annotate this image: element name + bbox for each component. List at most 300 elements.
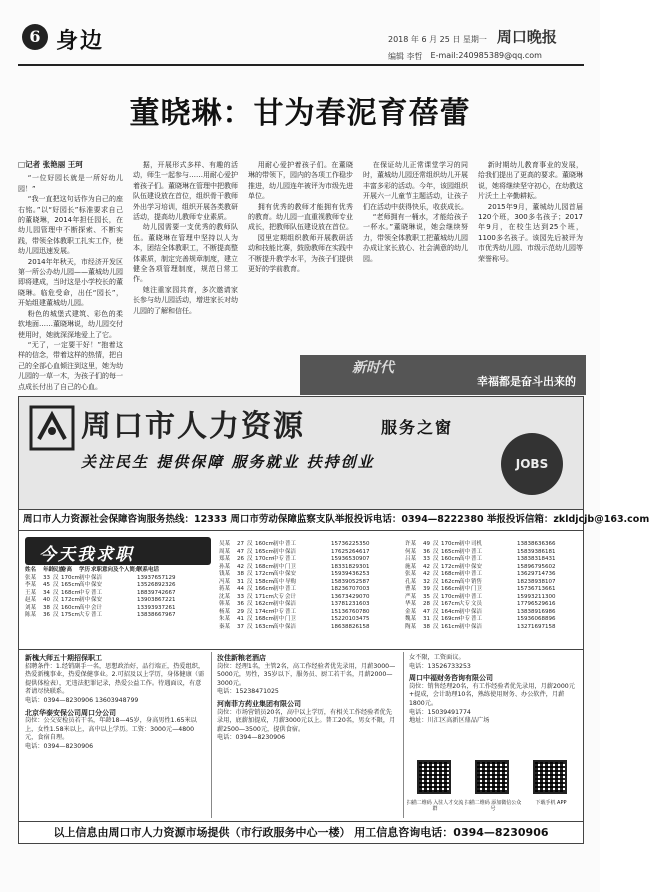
paragraph: 粉色的城堡式建筑、彩色的柔软地面……董晓琳说，幼儿园交付使用时，她就深深地爱上了它。 [18, 309, 123, 339]
table-cell: 汉 [247, 616, 253, 622]
ad-header [19, 397, 583, 509]
table-cell: 汉 [433, 571, 439, 577]
section-title: 身边 [56, 28, 105, 54]
table-cell: 汉 [433, 623, 439, 630]
table-cell: 163cm [255, 623, 274, 630]
table-cell: 吴某 [219, 541, 231, 547]
table-cell: 汉 [433, 601, 439, 607]
table-cell: 47 [237, 548, 244, 555]
table-cell: 汉 [433, 608, 439, 615]
editor-email: E-mail:240985389@qq.com [430, 51, 542, 60]
table-cell: 初中 [273, 601, 285, 607]
table-cell: 13838636366 [517, 541, 556, 547]
table-cell: 174cm [255, 608, 274, 615]
table-cell: 162cm [441, 578, 460, 585]
ad-footer: 以上信息由周口市人力资源市场提供（市行政服务中心一楼） 用工信息咨询电话：0394—8230906 [19, 821, 583, 843]
table-cell: 167cm [441, 601, 460, 607]
table-cell: 44 [237, 586, 244, 592]
paragraph: “老师拥有一桶水，才能给孩子一杯水。”董晓琳说，她会继续努力，带领全体教职工把董城幼儿园办成让家长放心、社会满意的幼儿园。 [363, 213, 468, 263]
table-cell: 汉 [247, 586, 253, 592]
table-cell: 保洁 [471, 608, 483, 615]
table-cell: 17625264617 [331, 548, 370, 555]
table-cell: 15896795602 [517, 563, 556, 570]
table-cell: 171cm [255, 593, 274, 600]
table-row [219, 541, 399, 549]
contact-phone: 电话：15039491774 [409, 708, 471, 716]
table-cell: 大专 [273, 593, 285, 600]
qr-code-icon[interactable] [475, 760, 509, 794]
page-number: 6 [22, 24, 48, 50]
table-cell: 160cm [255, 541, 274, 547]
table-cell: 15993211300 [517, 593, 556, 600]
table-cell: 陈某 [25, 612, 37, 618]
table-cell: 普工 [471, 593, 483, 600]
newspaper-brand: 周口晚报 [496, 28, 557, 46]
table-cell: 165cm [441, 548, 460, 555]
table-row [405, 579, 579, 587]
table-cell: 15136760780 [331, 608, 370, 615]
paragraph: 据，开展形式多样、有趣的活动，师生一起参与……用耐心爱护着孩子们。董晓琳在管理中把教师队伍建设放在首位，组织骨干教师外出学习培训，组织开展各类教研活动，提高幼儿教师专业素质。 [133, 161, 238, 222]
paragraph: 用耐心爱护着孩子们。在董晓琳的带领下，园内的各项工作稳步推进，幼儿园连年被评为市级先进单位。 [248, 161, 353, 201]
job-seeker-banner [25, 537, 211, 565]
article-column-5 [478, 160, 583, 348]
job-description: 岗位：市场营销员20名，高中以上学历，有相关工作经验者优先录用，底薪加提成，月薪3000元以上。普工20名，男女不限，月薪2500—3500元，提供食宿。 [217, 708, 396, 733]
table-cell: 沈某 [219, 593, 231, 600]
table-cell: 42 [423, 563, 430, 570]
table-cell: 26 [237, 556, 244, 562]
table-cell: 孔某 [405, 578, 417, 585]
table-cell: 36 [237, 601, 244, 607]
employer-name: 新槐大师五十期招保职工 [25, 654, 102, 662]
table-cell: 何某 [405, 548, 417, 555]
table-cell: 蒋某 [219, 586, 231, 592]
table-cell: 普工 [285, 586, 297, 592]
table-cell: 29 [237, 608, 244, 615]
hotline-bar: 周口市人力资源社会保障咨询服务热线：12333 周口市劳动保障监察支队举报投诉电话：0394—8222380 举报投诉信箱：zkldjcjb@163.com [19, 509, 583, 531]
table-row [405, 609, 579, 617]
table-cell: 42 [237, 563, 244, 570]
table-cell: 王某 [25, 589, 37, 596]
table-cell: 160cm [61, 604, 80, 611]
job-description: 岗位：经理1名，主管2名，高工作经验者优先录用，月薪3000—5000元，男性，35岁以下，服务员、厨工若干名，月薪2000—3000元。 [217, 662, 396, 687]
table-cell: 初中 [459, 571, 471, 577]
table-cell: 172cm [441, 563, 460, 570]
paragraph: “我一直把这句话作为自己的座右铭。”以“好园长”标准要求自己的董晓琳，2014年担任园长，在幼儿园管理中不断探索、不断实践，带领全体教职工扎实工作，使幼儿园迅速发展。 [18, 195, 123, 256]
table-cell: 汉 [247, 563, 253, 570]
job-openings [19, 649, 583, 821]
job-column-2 [217, 654, 397, 820]
table-cell: 166cm [441, 586, 460, 592]
table-cell: 普工 [471, 548, 483, 555]
table-cell: 司机 [471, 541, 483, 547]
table-cell: 普工 [91, 612, 103, 618]
table-cell: 28 [423, 601, 430, 607]
table-cell: 36 [423, 548, 430, 555]
article-byline: □记者 张艳丽 王珂 [18, 160, 83, 169]
table-row [25, 612, 211, 620]
table-cell: 汉 [53, 582, 59, 588]
table-cell: 初中 [79, 574, 91, 581]
table-cell: 汉 [247, 556, 253, 562]
table-cell: 保洁 [285, 623, 297, 630]
table-cell: 汉 [433, 593, 439, 600]
column-header: 联系电话 [137, 567, 160, 573]
table-cell: 钱某 [219, 571, 231, 577]
contact-phone: 电话：13526733253 [409, 662, 471, 670]
table-cell: 汉 [433, 541, 439, 547]
table-cell: 初中 [273, 563, 285, 570]
table-cell: 17796529616 [517, 601, 556, 607]
banner-title: 新时代 [352, 360, 394, 376]
table-cell: 165cm [255, 548, 274, 555]
table-cell: 18839742667 [137, 589, 176, 596]
article-column-1 [18, 160, 123, 392]
table-cell: 15936530907 [331, 556, 370, 562]
table-cell: 初中 [459, 608, 471, 615]
table-cell: 168cm [255, 616, 274, 622]
table-cell: 保洁 [91, 574, 103, 581]
hr-ad-block [18, 396, 649, 844]
paragraph: 拥有优秀的教师才能拥有优秀的教育。幼儿园一直重视教师专业成长，把教师队伍建设放在首位。 [248, 202, 353, 232]
table-cell: 保洁 [285, 548, 297, 555]
table-cell: 15736225350 [331, 541, 370, 547]
table-cell: 18638826158 [331, 623, 370, 630]
page-header [18, 20, 584, 66]
table-cell: 魏某 [405, 616, 417, 622]
table-cell: 保安 [471, 563, 483, 570]
table-cell: 170cm [255, 556, 274, 562]
table-row [219, 594, 399, 602]
column-header: 年龄 [43, 567, 55, 573]
editor-credit: 编辑 李哲 [388, 52, 423, 61]
table-cell: 汉 [247, 548, 253, 555]
table-cell: 冯某 [219, 578, 231, 585]
table-cell: 初中 [459, 593, 471, 600]
table-cell: 13629714736 [517, 571, 556, 577]
table-cell: 13937657129 [137, 574, 176, 581]
table-cell: 中专 [273, 556, 285, 562]
table-cell: 曹某 [405, 586, 417, 592]
table-cell: 大专 [459, 601, 471, 607]
table-row [405, 624, 579, 632]
table-cell: 周某 [219, 548, 231, 555]
table-cell: 严某 [405, 593, 417, 600]
table-cell: 高中 [273, 623, 285, 630]
paragraph: 2015年9月，董城幼儿园首届120个班，300多名孩子；2017年9月，在校生达到25个班，1100多名孩子。该园先后被评为市优秀幼儿园、市级示范幼儿园等荣誉称号。 [478, 202, 583, 263]
table-cell: 门卫 [471, 586, 483, 592]
table-cell: 汉 [247, 578, 253, 585]
table-cell: 初中 [459, 586, 471, 592]
table-cell: 普工 [471, 571, 483, 577]
table-cell: 高中 [79, 604, 91, 611]
table-cell: 38 [423, 623, 430, 630]
table-cell: 金某 [405, 608, 417, 615]
table-cell: 160cm [441, 556, 460, 562]
issue-date: 2018 年 6 月 25 日 星期一 [388, 35, 487, 44]
table-row [405, 564, 579, 572]
ad-subtitle: 服务之窗 [381, 418, 454, 437]
table-cell: 161cm [441, 623, 460, 630]
table-cell: 普工 [285, 541, 297, 547]
table-cell: 中专 [79, 589, 91, 596]
contact-phone: 电话：0394—8230906 [217, 734, 286, 742]
table-cell: 华某 [405, 601, 417, 607]
table-cell: 166cm [255, 586, 274, 592]
table-row [219, 616, 399, 624]
table-cell: 32 [423, 578, 430, 585]
table-cell: 164cm [441, 608, 460, 615]
hr-logo-icon [29, 405, 75, 451]
paragraph: 在保证幼儿正常课堂学习的同时，董城幼儿园还常组织幼儿开展丰富多彩的活动。今年，该园组织开展六一儿童节主题活动，让孩子们在活动中获得快乐，收获成长。 [363, 161, 468, 211]
table-row [219, 564, 399, 572]
table-cell: 汉 [53, 612, 59, 618]
table-cell: 保安 [285, 571, 297, 577]
table-cell: 汉 [433, 563, 439, 570]
job-description: 岗位：公交安检员若干名，年龄18—45岁，身高男性1.65米以上，女性1.58米以上，高中以上学历。工资：3000元—4800元，食宿自理。 [25, 717, 197, 742]
job-description: 岗位：销售经理20名，有工作经验者优先录用，月薪2000元+提成，会计助理10名，熟练使用财务、办公软件，月薪1800元。 [409, 682, 575, 707]
paragraph: “一位好园长就是一所好幼儿园！” [18, 174, 123, 193]
employer-name: 汝佳新粮老酒店 [217, 654, 266, 662]
table-cell: 汉 [433, 578, 439, 585]
paragraph: 园里定期组织教师开展教研活动和技能比赛，鼓励教师在实践中不断提升教学水平，为孩子们提供更好的学前教育。 [248, 233, 353, 274]
table-cell: 47 [423, 608, 430, 615]
job-column-1 [25, 654, 205, 820]
table-cell: 李某 [25, 582, 37, 588]
table-cell: 门卫 [285, 563, 297, 570]
table-row [405, 586, 579, 594]
table-cell: 门卫 [285, 616, 297, 622]
table-cell: 初中 [459, 541, 471, 547]
table-cell: 170cm [61, 574, 80, 581]
article-column-4 [363, 160, 468, 348]
table-cell: 高中 [79, 582, 91, 588]
table-row [405, 541, 579, 549]
table-cell: 39 [423, 586, 430, 592]
table-cell: 49 [423, 541, 430, 547]
company-address: 地址：川汇区高新区鼎品广场 [409, 717, 490, 725]
banner-caption: 幸福都是奋斗出来的 [477, 375, 576, 388]
table-cell: 175cm [61, 612, 80, 618]
table-cell: 汉 [53, 597, 59, 603]
table-cell: 高中 [459, 556, 471, 562]
table-cell: 汉 [247, 593, 253, 600]
jobs-ball-icon: JOBS [501, 433, 563, 495]
table-cell: 162cm [255, 601, 274, 607]
table-cell: 13838318431 [517, 556, 556, 562]
job-description: 女不限，工资面议。 [409, 654, 465, 661]
table-cell: 汉 [247, 541, 253, 547]
table-cell: 18331829301 [331, 563, 370, 570]
table-cell: 吕某 [405, 556, 417, 562]
table-cell: 13838667967 [137, 612, 176, 618]
table-cell: 中专 [273, 608, 285, 615]
table-cell: 33 [43, 574, 50, 581]
paragraph: “无了，一定要干好！”抱着这样的信念，带着这样的热情，把自己的全部心血倾注到这里，她为幼儿园的一草一木，为孩子们的每一点成长付出了自己的心血。 [18, 340, 123, 391]
table-cell: 27 [237, 541, 244, 547]
table-cell: 初中 [273, 616, 285, 622]
table-row [219, 609, 399, 617]
qr-caption: 扫描二维码 添加微信公众号 [464, 800, 522, 812]
table-cell: 13271697158 [517, 623, 556, 630]
table-row [219, 549, 399, 557]
table-cell: 高中 [273, 571, 285, 577]
table-cell: 初中 [459, 548, 471, 555]
table-cell: 张某 [405, 571, 417, 577]
table-cell: 保洁 [471, 623, 483, 630]
table-row [219, 586, 399, 594]
table-row [405, 556, 579, 564]
table-cell: 初中 [273, 586, 285, 592]
masthead-info [388, 26, 578, 62]
table-cell: 中专 [459, 616, 471, 622]
new-era-banner [300, 355, 586, 395]
table-cell: 保安 [91, 582, 103, 588]
table-cell: 汉 [433, 556, 439, 562]
table-cell: 169cm [441, 616, 460, 622]
table-cell: 许某 [405, 541, 417, 547]
table-row [405, 594, 579, 602]
table-row [25, 575, 211, 583]
table-cell: 孙某 [219, 563, 231, 570]
table-cell: 35 [423, 593, 430, 600]
table-cell: 杨某 [219, 608, 231, 615]
table-cell: 15839052587 [331, 578, 370, 585]
table-cell: 韩某 [219, 601, 231, 607]
column-header: 学历 [79, 567, 91, 573]
table-cell: 初中 [79, 597, 91, 603]
table-cell: 会计 [285, 593, 297, 600]
table-cell: 170cm [441, 593, 460, 600]
ad-title: 周口市人力资源 [81, 409, 305, 444]
table-cell: 172cm [255, 571, 274, 577]
table-cell: 普工 [285, 608, 297, 615]
qr-caption: 下载手机 APP [535, 800, 567, 806]
table-cell: 15839386181 [517, 548, 556, 555]
table-cell: 刘某 [25, 604, 37, 611]
table-cell: 初中 [459, 623, 471, 630]
table-row [25, 605, 211, 613]
table-cell: 15939436253 [331, 571, 370, 577]
table-cell: 33 [237, 593, 244, 600]
table-cell: 13838916986 [517, 608, 556, 615]
table-row [219, 601, 399, 609]
table-cell: 15220103475 [331, 616, 370, 622]
table-cell: 汉 [53, 589, 59, 596]
table-cell: 158cm [255, 578, 274, 585]
table-cell: 34 [43, 589, 50, 596]
table-cell: 保安 [91, 597, 103, 603]
table-cell: 高中 [459, 578, 471, 585]
table-cell: 13903867221 [137, 597, 176, 603]
qr-caption: 扫描二维码 入驻人才交流群 [406, 800, 464, 812]
table-cell: 45 [43, 582, 50, 588]
table-cell: 普工 [91, 589, 103, 596]
table-cell: 汉 [247, 601, 253, 607]
ad-slogan: 关注民生 提供保障 服务就业 扶持创业 [81, 453, 375, 471]
header-rule [18, 64, 584, 66]
table-row [219, 571, 399, 579]
table-cell: 38 [43, 604, 50, 611]
job-seeker-title: 今天我求职 [39, 545, 134, 565]
table-cell: 41 [237, 616, 244, 622]
table-cell: 13526892326 [137, 582, 176, 588]
table-cell: 初中 [459, 563, 471, 570]
table-row [405, 601, 579, 609]
table-cell: 普工 [285, 556, 297, 562]
table-cell: 郑某 [219, 556, 231, 562]
article-headline: 董晓琳：甘为春泥育蓓蕾 [129, 96, 471, 131]
table-cell: 13393937261 [137, 604, 176, 611]
table-cell: 18236707003 [331, 586, 370, 592]
table-row [25, 597, 211, 605]
table-cell: 陶某 [405, 623, 417, 630]
article-column-2 [133, 160, 238, 316]
column-header: 姓名 [25, 567, 37, 573]
table-cell: 汉 [433, 616, 439, 622]
table-cell: 汉 [53, 604, 59, 611]
employer-name: 北京华泰安保公司周口分公司 [25, 708, 116, 717]
table-cell: 汉 [247, 608, 253, 615]
table-cell: 18238938107 [517, 578, 556, 585]
contact-phone: 电话：0394—8230906 [25, 742, 94, 750]
job-seeker-table-mid [219, 541, 399, 631]
paragraph: 新时期幼儿教育事业的发展，给我们提出了更高的要求。董晓琳说，她将继续坚守初心，在幼教这片沃土上辛勤耕耘。 [478, 161, 583, 201]
table-cell: 文员 [471, 601, 483, 607]
table-cell: 汉 [247, 571, 253, 577]
table-row [219, 624, 399, 632]
table-cell: 普工 [471, 616, 483, 622]
table-cell: 172cm [61, 597, 80, 603]
table-cell: 汉 [433, 586, 439, 592]
table-cell: 42 [423, 571, 430, 577]
table-row [25, 582, 211, 590]
table-row [219, 579, 399, 587]
table-cell: 33 [423, 556, 430, 562]
table-row [25, 590, 211, 598]
column-header: 求职意向及个人简介 [91, 567, 141, 573]
employer-name: 河南菲方药业集团有限公司 [217, 699, 301, 708]
table-cell: 165cm [61, 582, 80, 588]
table-row [405, 571, 579, 579]
job-seeker-table-right [405, 541, 579, 631]
table-cell: 朱某 [219, 616, 231, 622]
table-cell: 37 [237, 623, 244, 630]
table-cell: 15736713661 [517, 586, 556, 592]
job-column-3 [409, 654, 577, 754]
table-row [219, 556, 399, 564]
qr-code-icon[interactable] [533, 760, 567, 794]
table-cell: 168cm [441, 571, 460, 577]
column-header: 民族 [53, 567, 65, 573]
table-cell: 张某 [25, 574, 37, 581]
table-cell: 初中 [273, 541, 285, 547]
qr-code-icon[interactable] [417, 760, 451, 794]
column-header: 身高 [61, 567, 73, 573]
table-cell: 31 [423, 616, 430, 622]
table-cell: 施某 [405, 563, 417, 570]
column-divider [211, 652, 212, 818]
table-cell: 初中 [273, 548, 285, 555]
table-cell: 普工 [471, 556, 483, 562]
paragraph: 幼儿园需要一支优秀的教师队伍。董晓琳在管理中坚持以人为本，团结全体教职工，不断提高整体素质，制定完善规章制度，建立健全各项管理制度，规范日常工作。 [133, 223, 238, 284]
table-row [405, 549, 579, 557]
table-cell: 38 [237, 571, 244, 577]
table-cell: 高中 [273, 578, 285, 585]
table-cell: 15936068896 [517, 616, 556, 622]
table-cell: 31 [237, 578, 244, 585]
table-cell: 13781231603 [331, 601, 370, 607]
table-cell: 168cm [255, 563, 274, 570]
